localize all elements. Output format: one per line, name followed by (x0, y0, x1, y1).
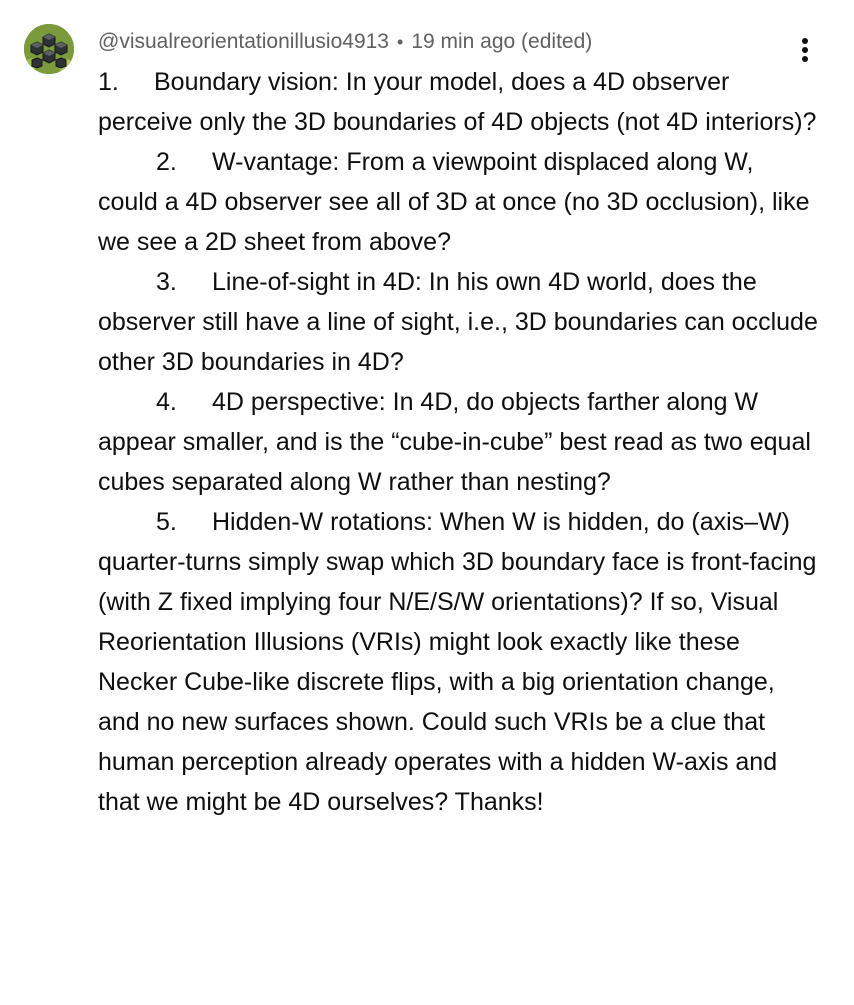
item-number: 3. (156, 268, 177, 296)
item-number: 2. (156, 148, 177, 176)
item-text: Hidden-W rotations: When W is hidden, do (axis–W) quarter-turns simply swap which 3D boundary face is front-facing (with Z fixed implying four N/E/S/W orientations)? If so, Visual Reorientation Illusions (VRIs) might look exactly like these Necker Cube-like discrete flips, with a big orientation change, and no new surfaces shown. Could such VRIs be a clue that human perception already operates with a hidden W-axis and that we might be 4D ourselves? Thanks! (98, 508, 817, 816)
avatar[interactable] (24, 24, 74, 74)
list-item (98, 262, 818, 382)
list-item (98, 382, 818, 502)
item-text: W-vantage: From a viewpoint displaced along W, could a 4D observer see all of 3D at once (no 3D occlusion), like we see a 2D sheet from above? (98, 148, 810, 256)
timestamp[interactable]: 19 min ago (edited) (411, 30, 593, 53)
item-text: Boundary vision: In your model, does a 4D observer perceive only the 3D boundaries of 4D objects (not 4D interiors)? (98, 68, 817, 136)
list-item (98, 502, 818, 822)
cube-pattern-avatar-icon (24, 24, 74, 74)
item-number: 5. (156, 508, 177, 536)
item-number: 4. (156, 388, 177, 416)
list-item (98, 142, 818, 262)
list-item (98, 62, 818, 142)
author-name[interactable]: @visualreorientationillusio4913 (98, 30, 389, 53)
item-text: 4D perspective: In 4D, do objects farther along W appear smaller, and is the “cube-in-cube” best read as two equal cubes separated along W rather than nesting? (98, 388, 811, 496)
comment-header (98, 28, 592, 56)
item-number: 1. (98, 68, 119, 96)
comment-body (98, 62, 818, 822)
vertical-dots-icon (801, 37, 809, 63)
separator-dot: • (397, 31, 404, 52)
item-text: Line-of-sight in 4D: In his own 4D world, does the observer still have a line of sight, i.e., 3D boundaries can occlude other 3D boundaries in 4D? (98, 268, 818, 376)
